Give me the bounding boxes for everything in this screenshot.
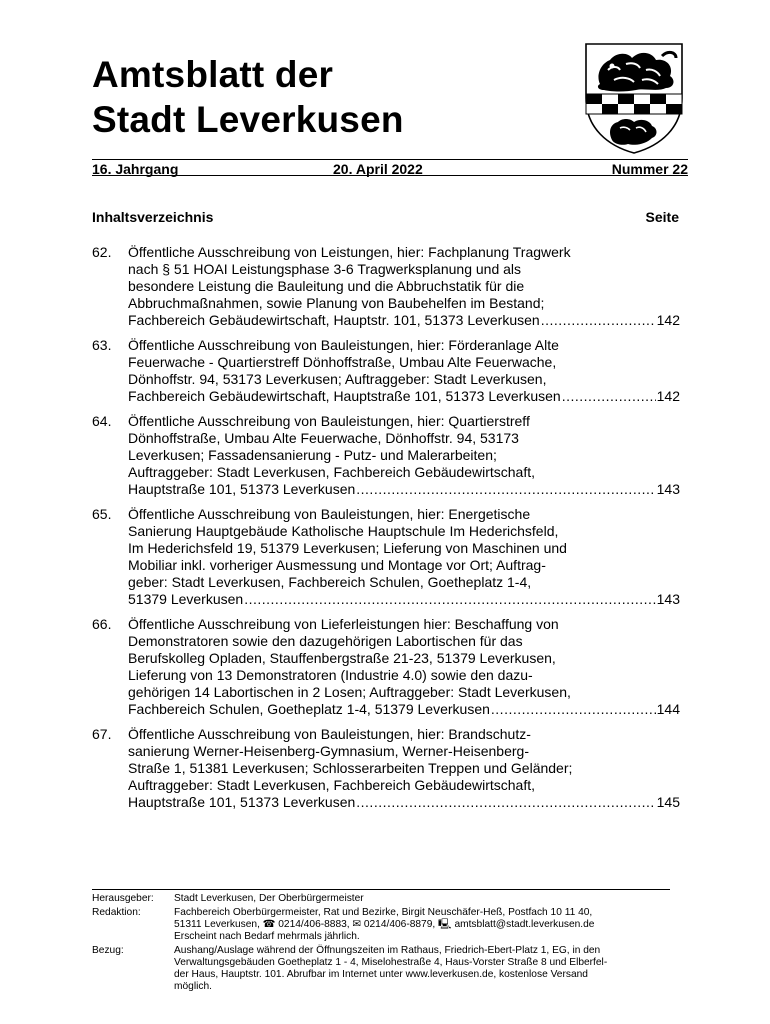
toc-entry <box>92 337 680 405</box>
footer-line: der Haus, Hauptstr. 101. Abrufbar im Internet unter www.leverkusen.de, kostenlose Versand <box>174 969 588 980</box>
toc-entry-line: Öffentliche Ausschreibung von Lieferleistungen hier: Beschaffung von <box>128 616 559 632</box>
toc-entry-page: 142 <box>656 312 680 328</box>
toc-heading: Inhaltsverzeichnis <box>92 209 214 225</box>
table-of-contents <box>92 244 680 819</box>
title-line-1: Amtsblatt der <box>92 54 334 95</box>
footer-line: Stadt Leverkusen, Der Oberbürgermeister <box>174 893 364 904</box>
footer-label: Herausgeber: <box>92 893 154 904</box>
toc-entry-last-line <box>128 794 680 811</box>
toc-entry-last-line <box>128 388 680 405</box>
toc-entry-line: sanierung Werner-Heisenberg-Gymnasium, Werner-Heisenberg- <box>128 743 529 759</box>
toc-entry-last-line <box>128 701 680 718</box>
toc-entry-last-text: Fachbereich Gebäudewirtschaft, Hauptstr. 101, 51373 Leverkusen <box>128 312 540 328</box>
masthead-rule-bottom <box>92 175 688 176</box>
masthead-title <box>92 52 404 142</box>
toc-entry-line: Straße 1, 51381 Leverkusen; Schlosserarbeiten Treppen und Geländer; <box>128 760 573 776</box>
toc-page-heading: Seite <box>645 209 679 225</box>
toc-entry-last-text: Hauptstraße 101, 51373 Leverkusen <box>128 481 356 497</box>
toc-entry-line: besondere Leistung die Bauleitung und die Abbruchstatik für die <box>128 278 525 294</box>
footer-line: Verwaltungsgebäuden Goetheplatz 1 - 4, Miselohestraße 4, Haus-Vorster Straße 8 und Elberfel- <box>174 957 608 968</box>
toc-entry-number: 62. <box>92 244 112 260</box>
toc-entry-page: 145 <box>656 794 680 810</box>
title-line-2: Stadt Leverkusen <box>92 99 404 140</box>
issue-number: Nummer 22 <box>611 161 688 177</box>
issue-volume: 16. Jahrgang <box>92 161 179 177</box>
toc-entry-line: Auftraggeber: Stadt Leverkusen, Fachbereich Gebäudewirtschaft, <box>128 777 536 793</box>
toc-entry-page: 142 <box>656 388 680 404</box>
footer-line: Fachbereich Oberbürgermeister, Rat und Bezirke, Birgit Neuschäfer-Heß, Postfach 10 11 40, <box>174 907 593 918</box>
toc-entry-page: 143 <box>656 591 680 607</box>
toc-entry-page: 143 <box>656 481 680 497</box>
toc-entry-line: Dönhoffstr. 94, 53173 Leverkusen; Auftraggeber: Stadt Leverkusen, <box>128 371 547 387</box>
footer-label: Redaktion: <box>92 907 141 918</box>
toc-entry-line: Berufskolleg Opladen, Stauffenbergstraße 21-23, 51379 Leverkusen, <box>128 650 556 666</box>
toc-entry-line: Dönhoffstraße, Umbau Alte Feuerwache, Dönhoffstr. 94, 53173 <box>128 430 519 446</box>
toc-entry-last-line <box>128 312 680 329</box>
toc-entry-page: 144 <box>656 701 680 717</box>
toc-entry-line: Lieferung von 13 Demonstratoren (Industrie 4.0) sowie den dazu- <box>128 667 533 683</box>
toc-entry-number: 63. <box>92 337 112 353</box>
issue-date: 20. April 2022 <box>333 161 423 177</box>
footer-row <box>92 945 672 993</box>
toc-entry-last-text: Hauptstraße 101, 51373 Leverkusen <box>128 794 356 810</box>
toc-leader-dots <box>562 388 656 405</box>
toc-entry-line: Demonstratoren sowie den dazugehörigen Labortischen für das <box>128 633 523 649</box>
toc-entry <box>92 244 680 329</box>
toc-entry-line: Mobiliar inkl. vorheriger Ausmessung und Montage vor Ort; Auftrag- <box>128 557 546 573</box>
toc-entry-number: 67. <box>92 726 112 742</box>
toc-entry <box>92 616 680 718</box>
toc-entry-number: 64. <box>92 413 112 429</box>
toc-entry-line: Sanierung Hauptgebäude Katholische Hauptschule Im Hederichsfeld, <box>128 523 559 539</box>
toc-entry-last-line <box>128 481 680 498</box>
toc-entry-line: nach § 51 HOAI Leistungsphase 3-6 Tragwerksplanung und als <box>128 261 522 277</box>
toc-entry-line: Öffentliche Ausschreibung von Bauleistungen, hier: Förderanlage Alte <box>128 337 559 353</box>
toc-entry-number: 66. <box>92 616 112 632</box>
toc-entry-last-line <box>128 591 680 608</box>
footer-line: Erscheint nach Bedarf mehrmals jährlich. <box>174 931 360 942</box>
toc-entry-last-text: 51379 Leverkusen <box>128 591 244 607</box>
toc-header <box>92 208 679 226</box>
toc-entry-line: Öffentliche Ausschreibung von Leistungen, hier: Fachplanung Tragwerk <box>128 244 571 260</box>
toc-entry-line: geber: Stadt Leverkusen, Fachbereich Schulen, Goetheplatz 1-4, <box>128 574 532 590</box>
coat-of-arms-icon <box>582 40 686 156</box>
footer-label: Bezug: <box>92 945 124 956</box>
footer-rule <box>92 889 670 890</box>
toc-leader-dots <box>244 591 655 608</box>
toc-entry-line: Im Hederichsfeld 19, 51379 Leverkusen; Lieferung von Maschinen und <box>128 540 567 556</box>
toc-leader-dots <box>356 794 655 811</box>
toc-entry-line: Öffentliche Ausschreibung von Bauleistungen, hier: Brandschutz- <box>128 726 531 742</box>
toc-entry-last-text: Fachbereich Schulen, Goetheplatz 1-4, 51379 Leverkusen <box>128 701 490 717</box>
toc-entry <box>92 726 680 811</box>
footer-row <box>92 893 672 905</box>
toc-entry-line: Öffentliche Ausschreibung von Bauleistungen, hier: Energetische <box>128 506 531 522</box>
toc-entry-line: Leverkusen; Fassadensanierung - Putz- und Malerarbeiten; <box>128 447 497 463</box>
toc-entry <box>92 506 680 608</box>
imprint-footer <box>92 893 672 995</box>
toc-leader-dots <box>356 481 655 498</box>
toc-entry-line: Auftraggeber: Stadt Leverkusen, Fachbereich Gebäudewirtschaft, <box>128 464 536 480</box>
footer-row <box>92 907 672 943</box>
toc-leader-dots <box>541 312 656 329</box>
footer-line: 51311 Leverkusen, ☎ 0214/406-8883, ✉ 0214/406-8879, 🖳 amtsblatt@stadt.leverkusen.de <box>174 919 595 930</box>
toc-entry-line: gehörigen 14 Labortischen in 2 Losen; Auftraggeber: Stadt Leverkusen, <box>128 684 571 700</box>
toc-leader-dots <box>491 701 656 718</box>
toc-entry-line: Abbruchmaßnahmen, sowie Planung von Baubehelfen im Bestand; <box>128 295 545 311</box>
toc-entry <box>92 413 680 498</box>
toc-entry-line: Öffentliche Ausschreibung von Bauleistungen, hier: Quartierstreff <box>128 413 530 429</box>
toc-entry-line: Feuerwache - Quartierstreff Dönhoffstraße, Umbau Alte Feuerwache, <box>128 354 557 370</box>
toc-entry-number: 65. <box>92 506 112 522</box>
footer-line: möglich. <box>174 981 212 992</box>
footer-line: Aushang/Auslage während der Öffnungszeiten im Rathaus, Friedrich-Ebert-Platz 1, EG, in den <box>174 945 601 956</box>
toc-entry-last-text: Fachbereich Gebäudewirtschaft, Hauptstraße 101, 51373 Leverkusen <box>128 388 561 404</box>
